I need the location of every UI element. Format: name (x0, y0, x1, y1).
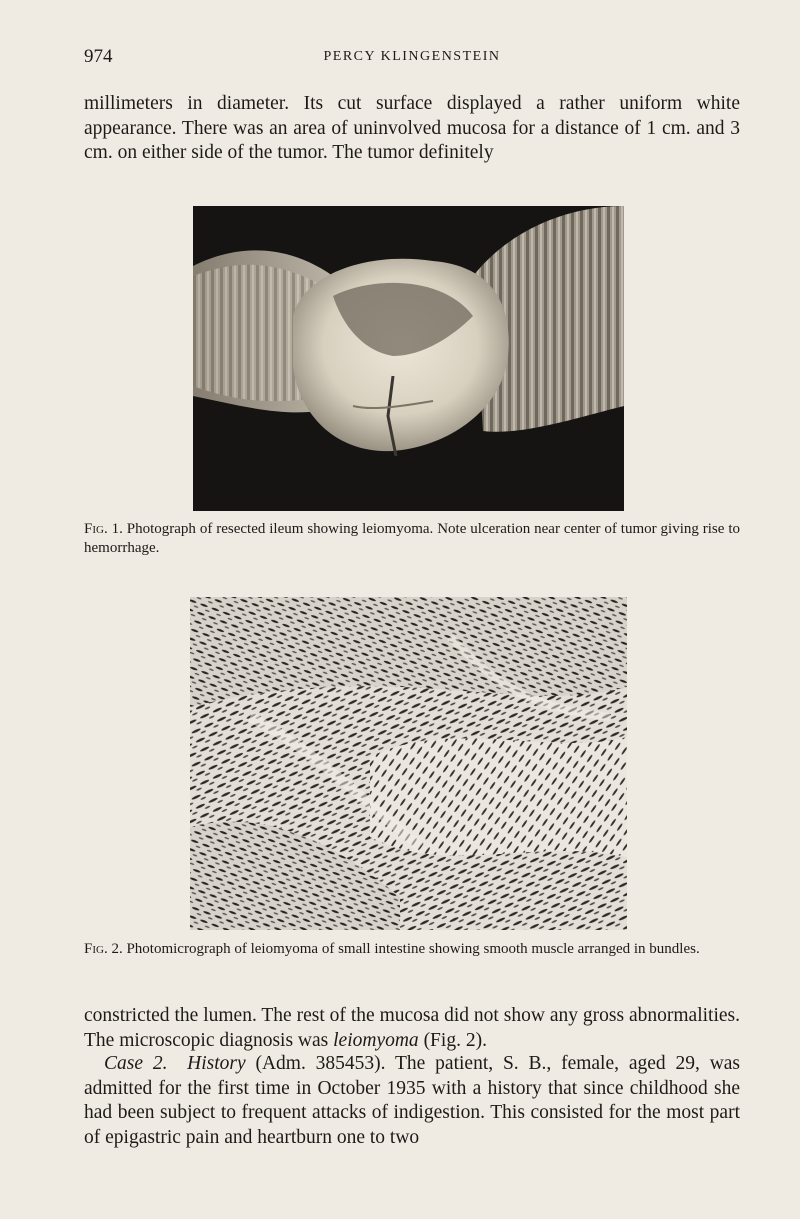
diagnosis-text-b: (Fig. 2). (418, 1029, 487, 1051)
page-header (84, 46, 740, 70)
history-label: History (187, 1053, 246, 1074)
paragraph-case-2 (84, 1052, 740, 1150)
figure-2-photomicrograph (190, 597, 627, 930)
figure-1-photograph (193, 206, 624, 511)
page-number: 974 (84, 46, 113, 67)
resected-ileum-photo (193, 206, 624, 511)
case-label: Case 2. (104, 1053, 168, 1074)
figure-2-label: Fig. 2. (84, 941, 123, 957)
running-head: PERCY KLINGENSTEIN (323, 49, 501, 64)
figure-1-caption (84, 520, 740, 557)
paragraph-diagnosis (84, 1004, 740, 1053)
figure-1-label: Fig. 1. (84, 521, 123, 537)
paragraph-continuation: millimeters in diameter. Its cut surface displayed a rather uniform white appearance. There was an area of uninvolved mucosa for a distance of 1 cm. and 3 cm. on either side of the tumor. The tumor definitely (84, 93, 740, 163)
figure-2-caption-text: Photomicrograph of leiomyoma of small intestine showing smooth muscle arranged in bundles. (122, 941, 700, 957)
leiomyoma-micrograph (190, 597, 627, 930)
diagnosis-text-a: constricted the lumen. The rest of the mucosa did not show any gross abnormalities. The microscopic diagnosis was (84, 1005, 740, 1051)
case-2-text: (Adm. 385453). The patient, S. B., female, aged 29, was admitted for the first time in October 1935 with a history that since childhood she had been subject to frequent attacks of indigestion. This consisted for the most part of epigastric pain and heartburn one to two (84, 1053, 741, 1148)
figure-1-caption-text: Photograph of resected ileum showing leiomyoma. Note ulceration near center of tumor giving rise to hemorrhage. (84, 521, 740, 556)
diagnosis-term: leiomyoma (333, 1029, 419, 1051)
figure-2-caption (84, 940, 740, 959)
